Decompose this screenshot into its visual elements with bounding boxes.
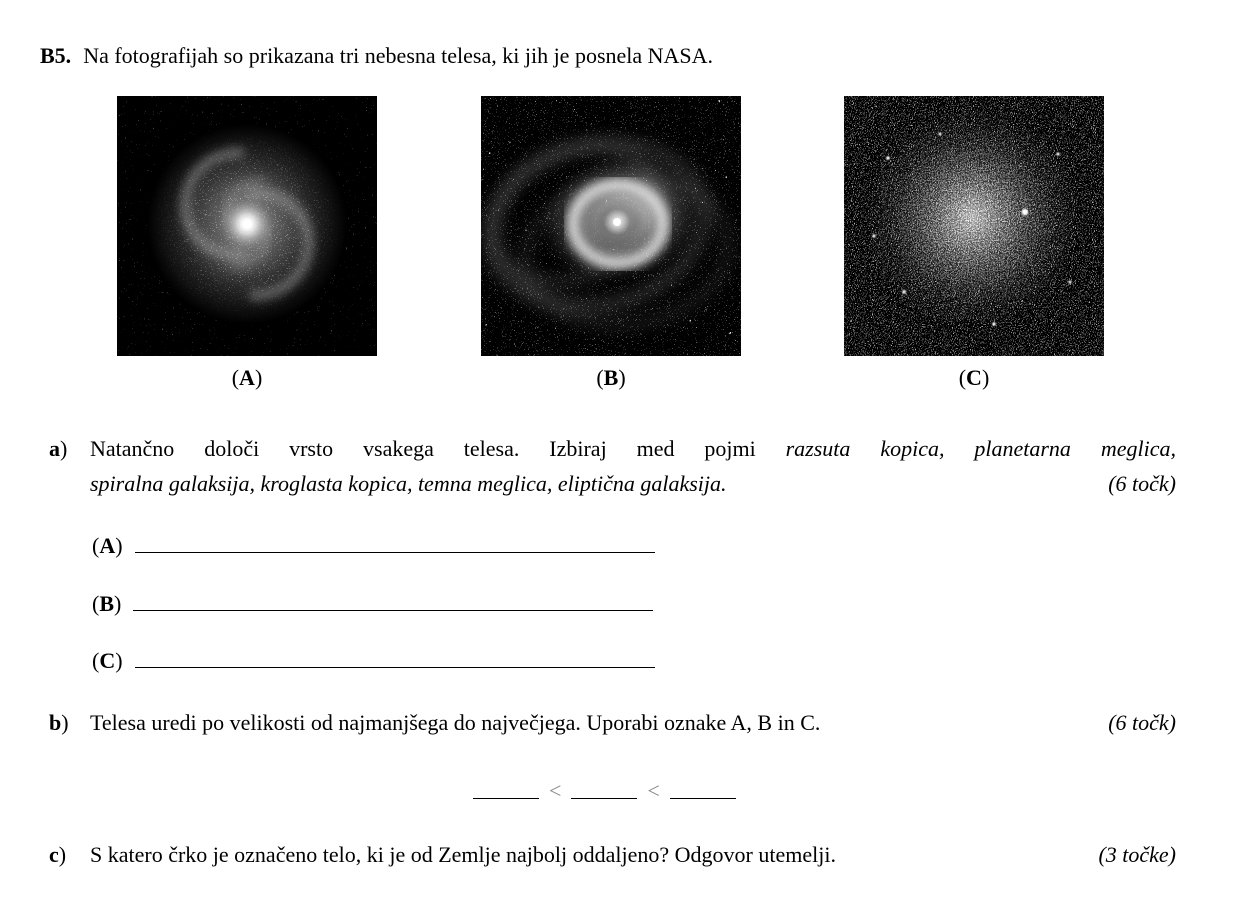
part-letter: a xyxy=(49,436,60,461)
ordering-blank-2 xyxy=(571,798,637,799)
answer-letter: A xyxy=(99,533,116,558)
answer-label-b xyxy=(92,591,121,617)
answer-row-b xyxy=(92,591,653,617)
ordering-blank-1 xyxy=(473,798,539,799)
paren: ) xyxy=(254,365,263,390)
answer-row-a xyxy=(92,533,655,559)
size-ordering xyxy=(473,779,736,803)
part-a xyxy=(49,431,1176,501)
paren: ) xyxy=(115,533,123,558)
paren: ) xyxy=(114,591,122,616)
part-b-text: Telesa uredi po velikosti od najmanjšega do največjega. Uporabi oznake A, B in C. xyxy=(90,710,821,735)
planetary-nebula-image xyxy=(481,96,741,356)
spiral-galaxy-image xyxy=(117,96,377,356)
paren: ) xyxy=(115,648,123,673)
answer-row-c xyxy=(92,648,655,674)
part-b-label xyxy=(49,709,90,736)
answer-letter: C xyxy=(99,648,116,673)
answer-label-c xyxy=(92,648,123,674)
question-number: B5. xyxy=(40,43,72,68)
part-b-points: (6 točk) xyxy=(1108,710,1176,735)
photo-planetary-nebula xyxy=(481,96,741,356)
less-than-sign: < xyxy=(549,778,562,803)
part-a-points: (6 točk) xyxy=(1108,471,1176,496)
paren: ( xyxy=(92,533,100,558)
part-c-label xyxy=(49,841,90,868)
photo-label-b xyxy=(481,364,741,392)
part-a-text-line1 xyxy=(90,431,1176,466)
paren: ( xyxy=(92,591,100,616)
answer-label-a xyxy=(92,533,123,559)
photo-letter: B xyxy=(603,365,619,390)
photo-label-a xyxy=(117,364,377,392)
paren: ( xyxy=(596,365,604,390)
question-header xyxy=(40,42,713,69)
answer-letter: B xyxy=(99,591,115,616)
paren: ) xyxy=(60,436,68,461)
photo-globular-cluster xyxy=(844,96,1104,356)
part-c-points: (3 točke) xyxy=(1098,842,1176,867)
part-a-text-italic2: spiralna galaksija, kroglasta kopica, temna meglica, eliptična galaksija. xyxy=(90,471,727,496)
part-a-text-italic1: razsuta kopica, planetarna meglica, xyxy=(785,436,1176,461)
part-b xyxy=(49,709,1176,736)
question-intro: Na fotografijah so prikazana tri nebesna telesa, ki jih je posnela NASA. xyxy=(83,43,714,68)
paren: ) xyxy=(58,842,67,867)
photo-spiral-galaxy xyxy=(117,96,377,356)
globular-cluster-image xyxy=(844,96,1104,356)
part-a-text-regular: Natančno določi vrsto vsakega telesa. Izbiraj med pojmi xyxy=(90,436,786,461)
part-a-text-line2 xyxy=(90,466,1176,501)
answer-blank-b xyxy=(133,610,653,611)
less-than-sign: < xyxy=(647,778,660,803)
ordering-blank-3 xyxy=(670,798,736,799)
answer-blank-a xyxy=(135,552,655,553)
photo-label-c xyxy=(844,364,1104,392)
paren: ) xyxy=(618,365,626,390)
part-c xyxy=(49,841,1176,868)
photo-letter: C xyxy=(966,365,982,390)
part-a-label xyxy=(49,431,90,466)
part-c-text: S katero črko je označeno telo, ki je od Zemlje najbolj oddaljeno? Odgovor utemelji. xyxy=(90,842,836,867)
photo-letter: A xyxy=(239,365,255,390)
paren: ) xyxy=(981,365,990,390)
paren: ) xyxy=(61,710,69,735)
paren: ( xyxy=(92,648,100,673)
part-letter: c xyxy=(49,842,59,867)
answer-blank-c xyxy=(135,667,655,668)
part-letter: b xyxy=(49,710,62,735)
paren: ( xyxy=(958,365,967,390)
paren: ( xyxy=(231,365,240,390)
